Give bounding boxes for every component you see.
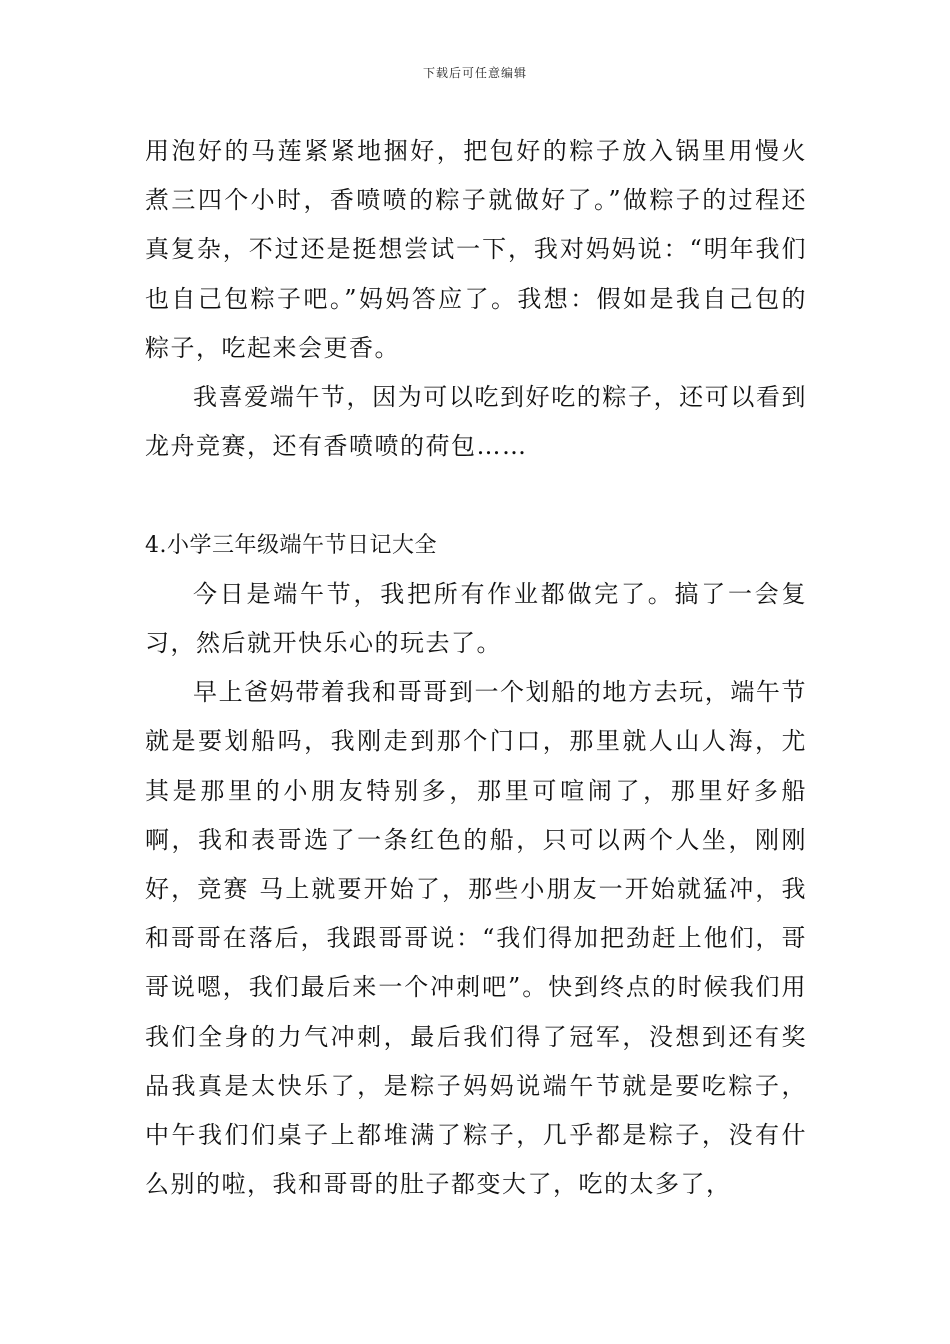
paragraph: 早上爸妈带着我和哥哥到一个划船的地方去玩，端午节就是要划船吗，我刚走到那个门口，那里就人山人海，尤其是那里的小朋友特别多，那里可喧闹了，那里好多船啊，我和表哥选了一条红色的船，只可以两个人坐，刚刚好，竞赛 马上就要开始了，那些小朋友一开始就猛冲，我和哥哥在落后，我跟哥哥说：“我们得加把劲赶上他们，哥哥说嗯，我们最后来一个冲刺吧”。快到终点的时候我们用我们全身的力气冲刺，最后我们得了冠军，没想到还有奖品我真是太快乐了，是粽子妈妈说端午节就是要吃粽子，中午我们们桌子上都堆满了粽子，几乎都是粽子，没有什么别的啦，我和哥哥的肚子都变大了，吃的太多了， (145, 678, 807, 1199)
section-heading: 4.小学三年级端午节日记大全 (145, 532, 437, 558)
blank-line (145, 471, 807, 520)
page-header: 下载后可任意编辑 (422, 66, 527, 80)
document-body (145, 127, 807, 1209)
paragraph-continuation: 用泡好的马莲紧紧地捆好，把包好的粽子放入锅里用慢火煮三四个小时，香喷喷的粽子就做好了。”做粽子的过程还真复杂，不过还是挺想尝试一下，我对妈妈说：“明年我们也自己包粽子吧。”妈妈答应了。我想：假如是我自己包的粽子，吃起来会更香。 (145, 137, 807, 362)
paragraph: 我喜爱端午节，因为可以吃到好吃的粽子，还可以看到龙舟竞赛，还有香喷喷的荷包…… (145, 383, 807, 461)
paragraph: 今日是端午节，我把所有作业都做完了。搞了一会复习，然后就开快乐心的玩去了。 (145, 579, 807, 658)
